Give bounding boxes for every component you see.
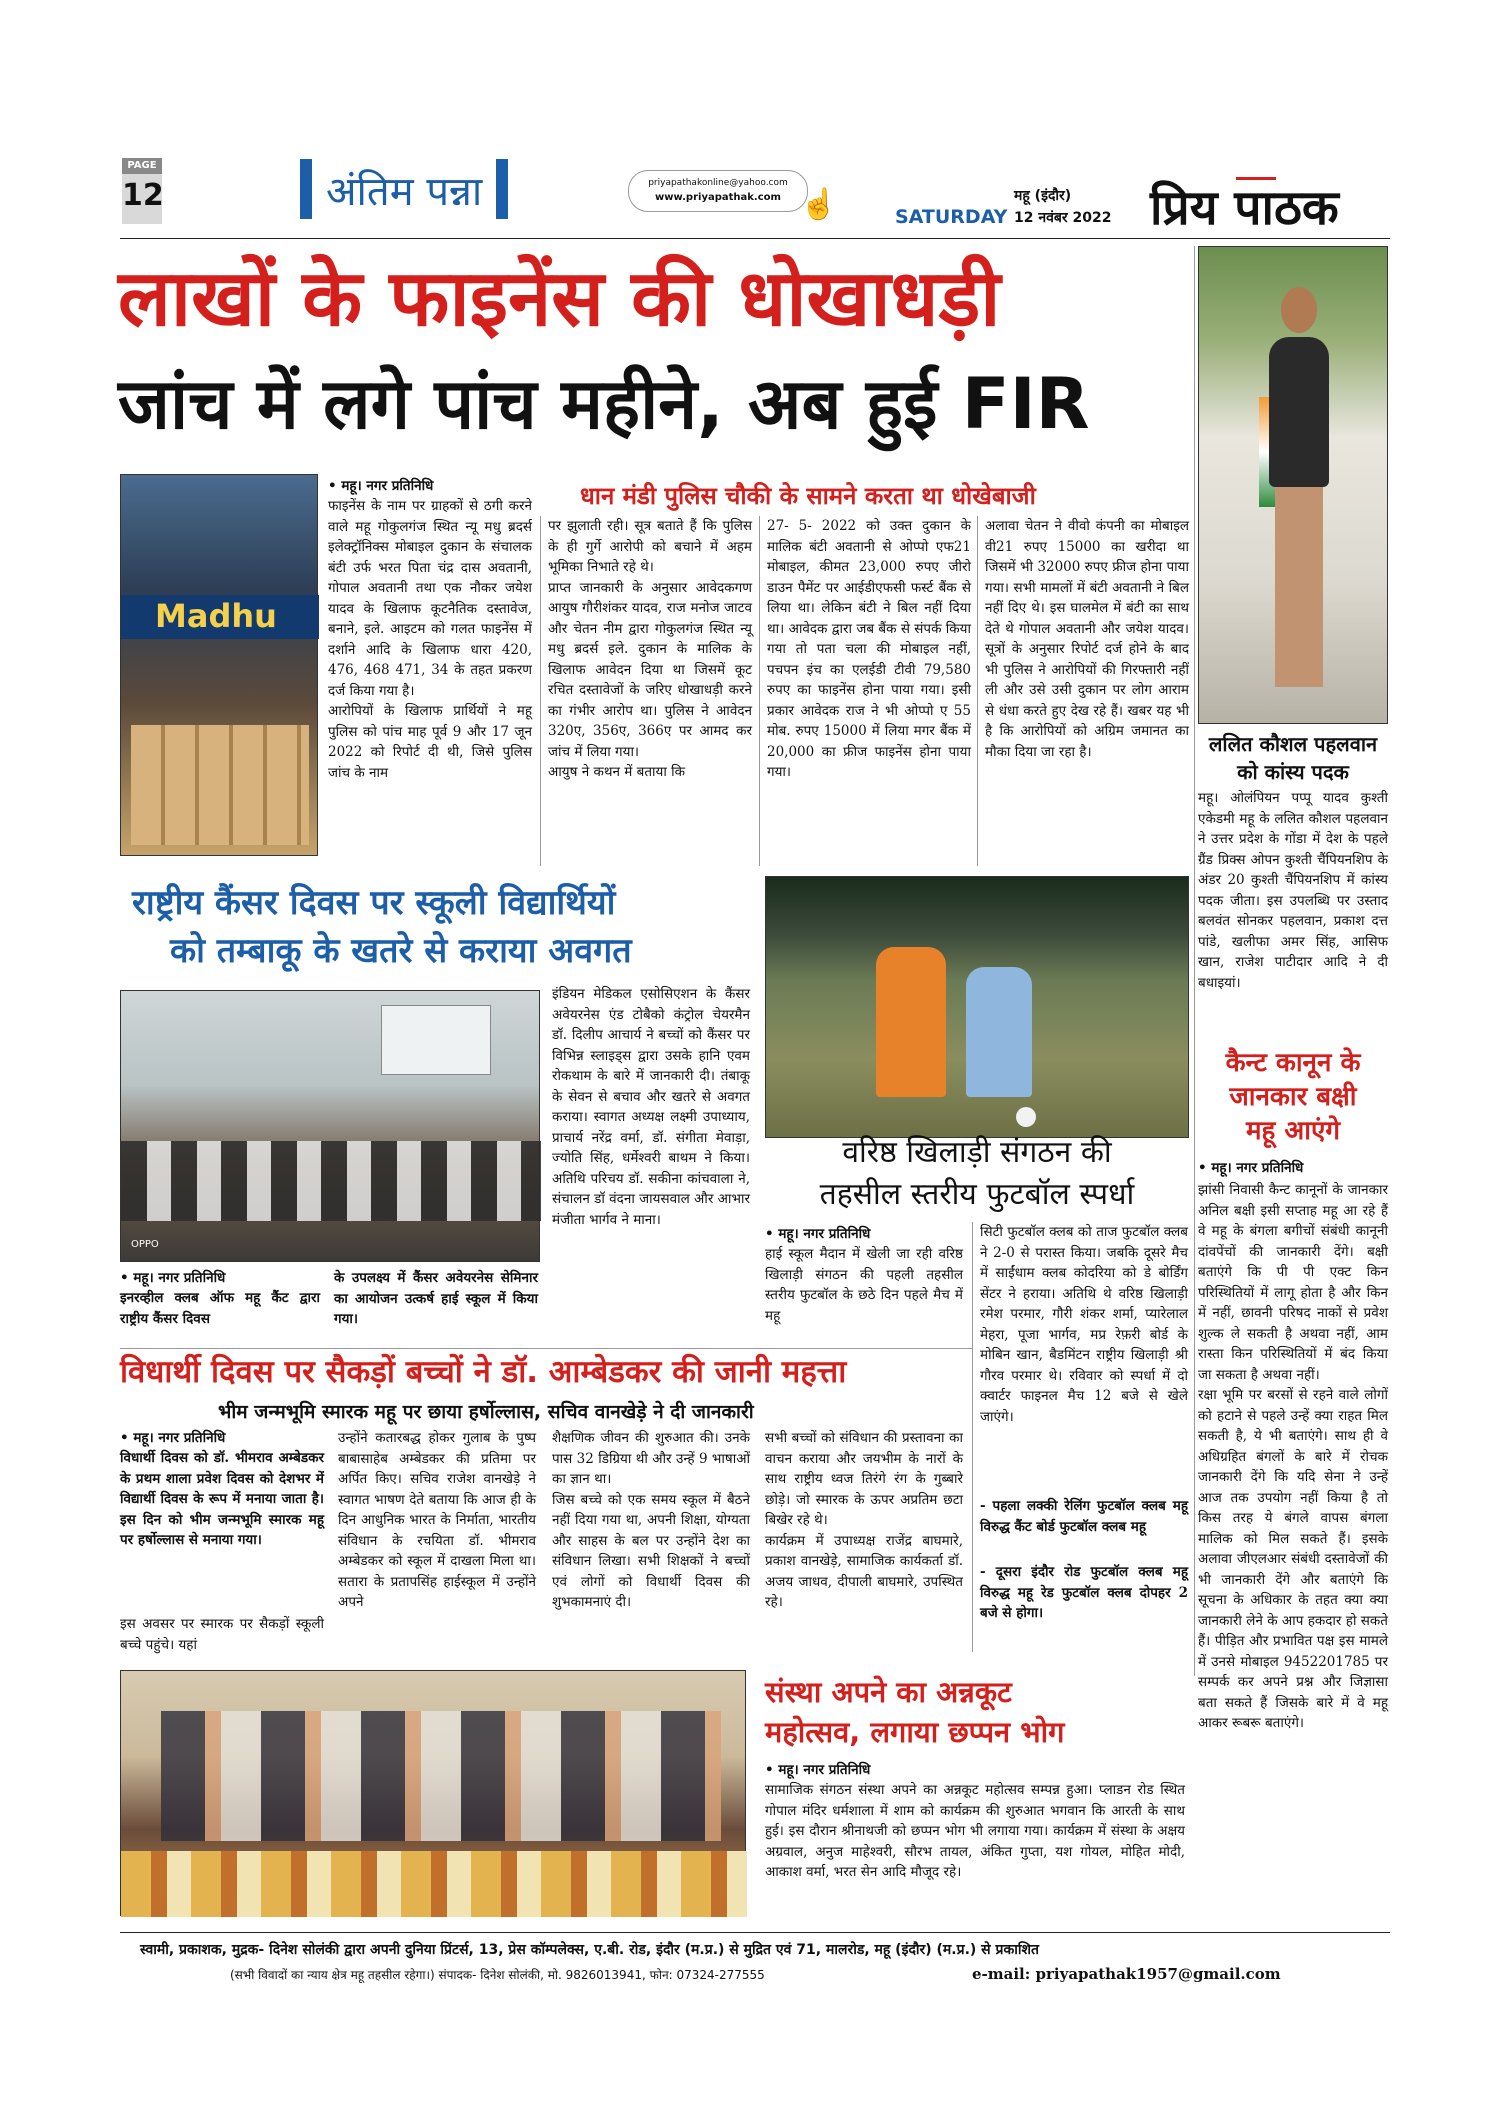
shop-sign-text: Madhu — [155, 597, 277, 635]
ambedkar-col-3: शैक्षणिक जीवन की शुरुआत की। उनके पास 32 डिग्रिया थी और उन्हें 9 भाषाओं का ज्ञान था। जिस बच्चे को एक समय स्कूल में बैठने नहीं दिया गया था, अपनी शिक्षा, योग्यता और साहस के बल पर उन्होंने देश का संविधान लिखा। सभी शिक्षकों ने बच्चों एवं लोगों को विधार्थी दिवस की शुभकामनाएं दी। — [552, 1430, 750, 1610]
annakut-headline-2: महोत्सव, लगाया छप्पन भोग — [765, 1715, 1065, 1749]
footer-editor: (सभी विवादों का न्याय क्षेत्र महू तहसील रहेगा।) संपादक- दिनेश सोलंकी, मो. 9826013941, फोन: 07324-277555 — [230, 1968, 765, 1982]
wrestler-figure-torso — [1269, 337, 1329, 487]
lead-col-2: पर झुलाती रही। सूत्र बताते हैं कि पुलिस के ही गुर्गे आरोपी को बचाने में अहम भूमिका निभाते रहे थे। प्राप्त जानकारी के अनुसार आवेदकगण आयुष गौरीशंकर यादव, राज मनोज जाटव और चेतन नीम द्वारा गोकुलगंज स्थित न्यू मधु ब्रदर्स इले. दुकान के मालिक के खिलाफ आवेदन दिया था जिसमें कूट रचित दस्तावेजों के जरिए धोखाधड़ी करने का गंभीर आरोप था। पुलिस ने आवेदन 320ए, 356ए, 366ए पर आमद कर जांच में लिया गया। आयुष ने कथन में बताया कि — [548, 518, 752, 780]
ambedkar-lead: विधार्थी दिवस को डॉ. भीमराव अम्बेडकर के प्रथम शाला प्रवेश दिवस को देशभर में विद्यार्थी दिवस के रूप में मनाया जाता है। इस दिन को भीम जन्मभूमि स्मारक महू पर हर्षोल्लास से मनाया गया। — [120, 1450, 324, 1548]
cancer-byline: • महू। नगर प्रतिनिधि — [120, 1270, 226, 1286]
football-fixture-1: - पहला लक्की रेलिंग फुटबॉल क्लब महू विरुद्ध कैंट बोर्ड फुटबॉल क्लब महू — [980, 1498, 1188, 1535]
ambedkar-byline: • महू। नगर प्रतिनिधि — [120, 1430, 226, 1446]
cantt-headline-2: जानकार बक्षी — [1229, 1082, 1357, 1112]
column-rule — [759, 516, 760, 866]
pointer-hand-icon: ☝ — [800, 187, 838, 222]
day-label: SATURDAY — [895, 206, 1008, 228]
section-rule — [120, 1348, 972, 1349]
wrestler-body: महू। ओलंपियन पप्पू यादव कुश्ती एकेडमी महू के ललित कौशल पहलवान ने उत्तर प्रदेश के गोंडा में देश के पहले ग्रैंड प्रिक्स ओपन कुश्ती चैंपियनशिप के अंडर 20 कुश्ती चैंपियनशिप में कांस्य पदक जीता। इस उपलब्धि पर उस्ताद बलवंत सोनकर पहलवान, प्रकाश दत्त पांडे, खलीफा अमर सिंह, आसिफ खान, राजेश पाटीदार आदि ने दी बधाइयां। — [1198, 790, 1388, 991]
ambedkar-col-4: सभी बच्चों को संविधान की प्रस्तावना का वाचन कराया और जयभीम के नारों के साथ राष्ट्रीय ध्वज तिरंगे रंग के गुब्बारे छोड़े। जो स्मारक के ऊपर अप्रतिम छटा बिखेर रहे थे। कार्यक्रम में उपाध्यक्ष राजेंद्र बाघमारे, प्रकाश वानखेड़े, सामाजिक कार्यकर्ता डॉ. अजय जाधव, दीपाली बाघमारे, उपस्थित रहे। — [765, 1430, 963, 1610]
football-photo — [765, 876, 1189, 1138]
ambedkar-col-1: इस अवसर पर स्मारक पर सैकड़ों स्कूली बच्चे पहुंचे। यहां — [120, 1616, 324, 1653]
cancer-body: इंडियन मेडिकल एसोसिएशन के कैंसर अवेयरनेस एंड टोबैको कंट्रोल चेयरमैन डॉ. दिलीप आचार्य ने बच्चों को कैंसर पर विभिन्न स्लाइड्स द्वारा उसके हानि एवम रोकथाम के बारे में जानकारी दी। तंबाकू के सेवन से बचाव और खतरे से अवगत कराया। स्वागत अध्यक्ष लक्ष्मी उपाध्याय, प्राचार्य नरेंद्र वर्मा, डॉ. संगीता मेवाड़ा, ज्योति सिंह, धर्मेश्वरी बाथम ने किया। अतिथि परिचय डॉ. सकीना कांचवाला ने, संचालन डॉ वंदना जायसवाल और आभार मंजीता भार्गव ने माना। — [552, 986, 750, 1228]
cantt-headline — [1198, 1046, 1388, 1148]
section-label — [300, 158, 508, 220]
audience-row — [121, 1141, 541, 1221]
website-link[interactable]: www.priyapathak.com — [655, 192, 781, 203]
seminar-photo — [120, 990, 540, 1262]
column-rule — [540, 516, 541, 866]
lead-kicker: धान मंडी पुलिस चौकी के सामने करता था धोखेबाजी — [580, 482, 1036, 510]
offering-table — [121, 1851, 747, 1917]
section-title: अंतिम पन्ना — [326, 168, 483, 215]
football-col-2: सिटी फुटबॉल क्लब को ताज फुटबॉल क्लब ने 2-0 से परास्त किया। जबकि दूसरे मैच में साईंधाम क्लब कोदरिया को डे बोर्डिंग सेंटर ने हराया। अतिथि थे वरिष्ठ खिलाड़ी रमेश परमार, गौरी शंकर शर्मा, प्यारेलाल मेहरा, पूजा भार्गव, मप्र रेफ़री बोर्ड के मोबिन खान, बैडमिंटन राष्ट्रीय खिलाड़ी श्री गौरव परमार थे। रविवार को स्पर्धा में दो क्वार्टर फाइनल मैच 12 बजे से खेले जाएंगे। — [980, 1224, 1188, 1425]
cantt-body: झांसी निवासी कैन्ट कानूनों के जानकार अनिल बक्षी इसी सप्ताह महू आ रहे हैं वे महू के बंगला बगीचों संबंधी कानूनी दांवपेंचों की जानकारी देंगे। बक्षी बताएंगे कि पी पी एक्ट किन परिस्थितियों में लागू होता है और किन में नहीं, छावनी परिषद नाकों से प्रवेश शुल्क ले सकती है अथवा नहीं, आम रास्ता किन परिस्थितियों में बंद किया जा सकता है अथवा नहीं। रक्षा भूमि पर बरसों से रहने वाले लोगों को हटाने से पहले उन्हें क्या राहत मिल सकती है, ये भी बताएंगे। साथ ही वे अधिग्रहित बंगलों के बारे में रोचक जानकारी देंगे कि यदि सेना ने उन्हें आज तक उपयोग नहीं किया है तो किस तरह ये बंगले वापस बंगला मालिक को मिल सकते हैं। इसके अलावा जीएलआर संबंधी दस्तावेजों की भी जानकारी देंगे और बताएंगे कि सूचना के अधिकार के तहत क्या क्या जानकारी लेने के आप हकदार हो सकते हैं। पीड़ित और प्रभावित पक्ष इस मामले में उनसे मोबाइल 9452201785 पर सम्पर्क कर अपने प्रश्न और जिज्ञासा बता सकते हैं जिसके बारे में वे महू आकर रूबरू बताएंगे। — [1198, 1182, 1388, 1731]
projector-screen — [381, 1005, 491, 1075]
shop-boxes — [131, 725, 309, 845]
footer-rule — [120, 1932, 1390, 1933]
cancer-lead-col-2: के उपलक्ष्य में कैंसर अवेयरनेस सेमिनार का आयोजन उत्कर्ष हाई स्कूल में किया गया। — [334, 1270, 538, 1327]
football-ball — [1016, 1107, 1036, 1127]
football-headline-1: वरिष्ठ खिलाड़ी संगठन की — [842, 1135, 1112, 1170]
lead-col-4: अलावा चेतन ने वीवो कंपनी का मोबाइल वी21 रुपए 15000 का खरीदा था जिसमें भी 32000 रुपए फ्रीज होना पाया गया। सभी मामलों में बंटी अवतानी ने बिल नहीं दिए थे। इस घालमेल में बंटी का साथ देते थे गोपाल अवतानी और जयेश यादव। सूत्रों के अनुसार रिपोर्ट दर्ज होने के बाद भी पुलिस ने आरोपियों की गिरफ्तारी नहीं ली और उसे उसी दुकान पर लोग आराम से धंधा करते हुए देख रहे हैं। खबर यह भी है कि आरोपियों को अग्रिम जमानत का मौका दिया जा रहा है। — [985, 518, 1189, 760]
shop-photo — [120, 474, 318, 856]
annakut-headline-1: संस्था अपने का अन्नकूट — [765, 1675, 1012, 1709]
ambedkar-col-2: उन्होंने कतारबद्ध होकर गुलाब के पुष्प बाबासाहेब अम्बेडकर की प्रतिमा पर अर्पित किए। सचिव राजेश वानखेड़े ने स्वागत भाषण देते बताया कि आज ही के दिन आधुनिक भारत के निर्माता, भारतीय संविधान के रचयिता डॉ. भीमराव अम्बेडकर को स्कूल में दाखला मिला था। सतारा के प्रतापसिंह हाईस्कूल में उन्होंने अपने — [338, 1430, 536, 1610]
wrestler-caption — [1198, 730, 1388, 786]
player-blue — [966, 967, 1032, 1097]
place-label: महू (इंदौर) — [1014, 188, 1072, 204]
logo — [1150, 166, 1390, 236]
cancer-headline-1: राष्ट्रीय कैंसर दिवस पर स्कूली विद्यार्थियों — [132, 883, 616, 923]
football-col-1: हाई स्कूल मैदान में खेली जा रही वरिष्ठ खिलाड़ी संगठन की पहली तहसील स्तरीय फुटबॉल के छठे दिन पहले मैच में महू — [765, 1246, 963, 1324]
wrestler-figure-legs — [1275, 487, 1323, 687]
footer-email-link[interactable]: e-mail: priyapathak1957@gmail.com — [972, 1965, 1281, 1983]
column-rule — [1194, 246, 1195, 1676]
lead-headline: लाखों के फाइनेंस की धोखाधड़ी — [118, 254, 1001, 344]
wrestler-photo — [1198, 246, 1388, 724]
football-headline — [765, 1132, 1189, 1216]
lead-col-1: फाइनेंस के नाम पर ग्राहकों से ठगी करने वाले महू गोकुलगंज स्थित न्यू मधु ब्रदर्स इलेक्ट्रॉनिक्स मोबाइल दुकान के संचालक बंटी उर्फ भरत पिता चंद्र दास अवतानी, गोपाल अवतानी तथा एक नौकर जयेश यादव के खिलाफ कूटनैतिक दस्तावेज, बनाने, इले. आइटम को गलत फाइनेंस में दर्शाने आदि के खिलाफ धारा 420, 476, 468 471, 34 के तहत प्रकरण दर्ज किया गया है। आरोपियों के खिलाफ प्रार्थियों ने महू पुलिस को पांच माह पूर्व 9 और 17 जून 2022 को रिपोर्ट दी थी, जिसे पुलिस जांच के नाम — [328, 498, 532, 781]
left-bracket — [300, 159, 312, 219]
people-row — [161, 1711, 721, 1841]
annakut-headline — [765, 1672, 1064, 1752]
page-number: 12 — [122, 178, 164, 213]
column-rule — [977, 516, 978, 866]
page-number-box — [122, 158, 162, 224]
web-badge — [628, 170, 808, 212]
football-byline: • महू। नगर प्रतिनिधि — [765, 1226, 871, 1242]
page-label: PAGE — [122, 158, 162, 174]
photo-watermark: OPPO — [131, 1239, 159, 1250]
wrestler-caption-line1: ललित कौशल पहलवान — [1208, 732, 1378, 756]
wrestler-caption-line2: को कांस्य पदक — [1237, 760, 1349, 784]
football-headline-2: तहसील स्तरीय फुटबॉल स्पर्धा — [819, 1177, 1135, 1212]
football-fixture-2: - दूसरा इंदौर रोड फुटबॉल क्लब महू विरुद्ध महू रेड फुटबॉल क्लब दोपहर 2 बजे से होगा। — [980, 1564, 1188, 1621]
annakut-byline: • महू। नगर प्रतिनिधि — [765, 1762, 871, 1778]
annakut-body: सामाजिक संगठन संस्था अपने का अन्नकूट महोत्सव सम्पन्न हुआ। प्लाडन रोड स्थित गोपाल मंदिर धर्मशाला में शाम को कार्यक्रम की शुरुआत भगवान कि आरती के साथ हुई। इस दौरान श्रीनाथजी को छप्पन भोग भी लगाया गया। कार्यक्रम में संस्था के अक्षय अग्रवाल, अनुज माहेश्वरी, सौरभ तायल, अंकित गुप्ता, यश गोयल, मोहित मोदी, आकाश वर्मा, भरत सेन आदि मौजूद रहे। — [765, 1782, 1185, 1880]
date-label: 12 नवंबर 2022 — [1014, 210, 1112, 226]
ambedkar-subheadline: भीम जन्मभूमि स्मारक महू पर छाया हर्षोल्लास, सचिव वानखेड़े ने दी जानकारी — [218, 1401, 754, 1423]
footer-imprint: स्वामी, प्रकाशक, मुद्रक- दिनेश सोलंकी द्वारा अपनी दुनिया प्रिंटर्स, 13, प्रेस कॉम्पलेक्स, ए.बी. रोड, इंदौर (म.प्र.) से मुद्रित एवं 71, मालरोड, महू (इंदौर) (म.प्र.) से प्रकाशित — [140, 1942, 1039, 1958]
wrestler-figure-head — [1281, 287, 1317, 333]
right-bracket — [496, 159, 508, 219]
column-rule — [972, 1222, 973, 1652]
masthead-rule — [120, 238, 1390, 239]
lead-byline: • महू। नगर प्रतिनिधि — [328, 478, 434, 494]
cantt-headline-3: महू आएंगे — [1246, 1116, 1340, 1146]
logo-text: प्रिय पाठक — [1150, 180, 1339, 236]
player-orange — [876, 947, 946, 1097]
annakut-photo — [120, 1670, 746, 1916]
cancer-lead-col-1: इनरव्हील क्लब ऑफ महू कैंट द्वारा राष्ट्रीय कैंसर दिवस — [120, 1290, 320, 1327]
lead-subheadline: जांच में लगे पांच महीने, अब हुई FIR — [118, 363, 1090, 445]
cantt-headline-1: कैन्ट कानून के — [1225, 1048, 1361, 1078]
ambedkar-headline: विधार्थी दिवस पर सैकड़ों बच्चों ने डॉ. आम्बेडकर की जानी महत्ता — [120, 1354, 847, 1390]
lead-col-3: 27- 5- 2022 को उक्त दुकान के मालिक बंटी अवतानी से ओप्पो एफ21 मोबाइल, कीमत 23,000 रुपए जीरो डाउन पैमेंट पर आईडीएफसी फर्स्ट बैंक से लिया था। लेकिन बंटी ने बिल नहीं दिया था। आवेदक द्वारा जब बैंक से संपर्क किया गया तो पता चला की मोबाइल नहीं, पचपन इंच का एलईडी टीवी 79,580 रुपए का फाइनेंस होना पाया गया। इसी प्रकार आवेदक राज ने भी ओप्पो ए 55 मोब. रुपए 15000 में लिया मगर बैंक में 20,000 का फ्रीज फाइनेंस होना पाया गया। — [767, 518, 971, 780]
email-text: priyapathakonline@yahoo.com — [648, 178, 788, 188]
cantt-byline: • महू। नगर प्रतिनिधि — [1198, 1160, 1304, 1176]
cancer-headline-2: को तम्बाकू के खतरे से कराया अवगत — [170, 931, 632, 971]
